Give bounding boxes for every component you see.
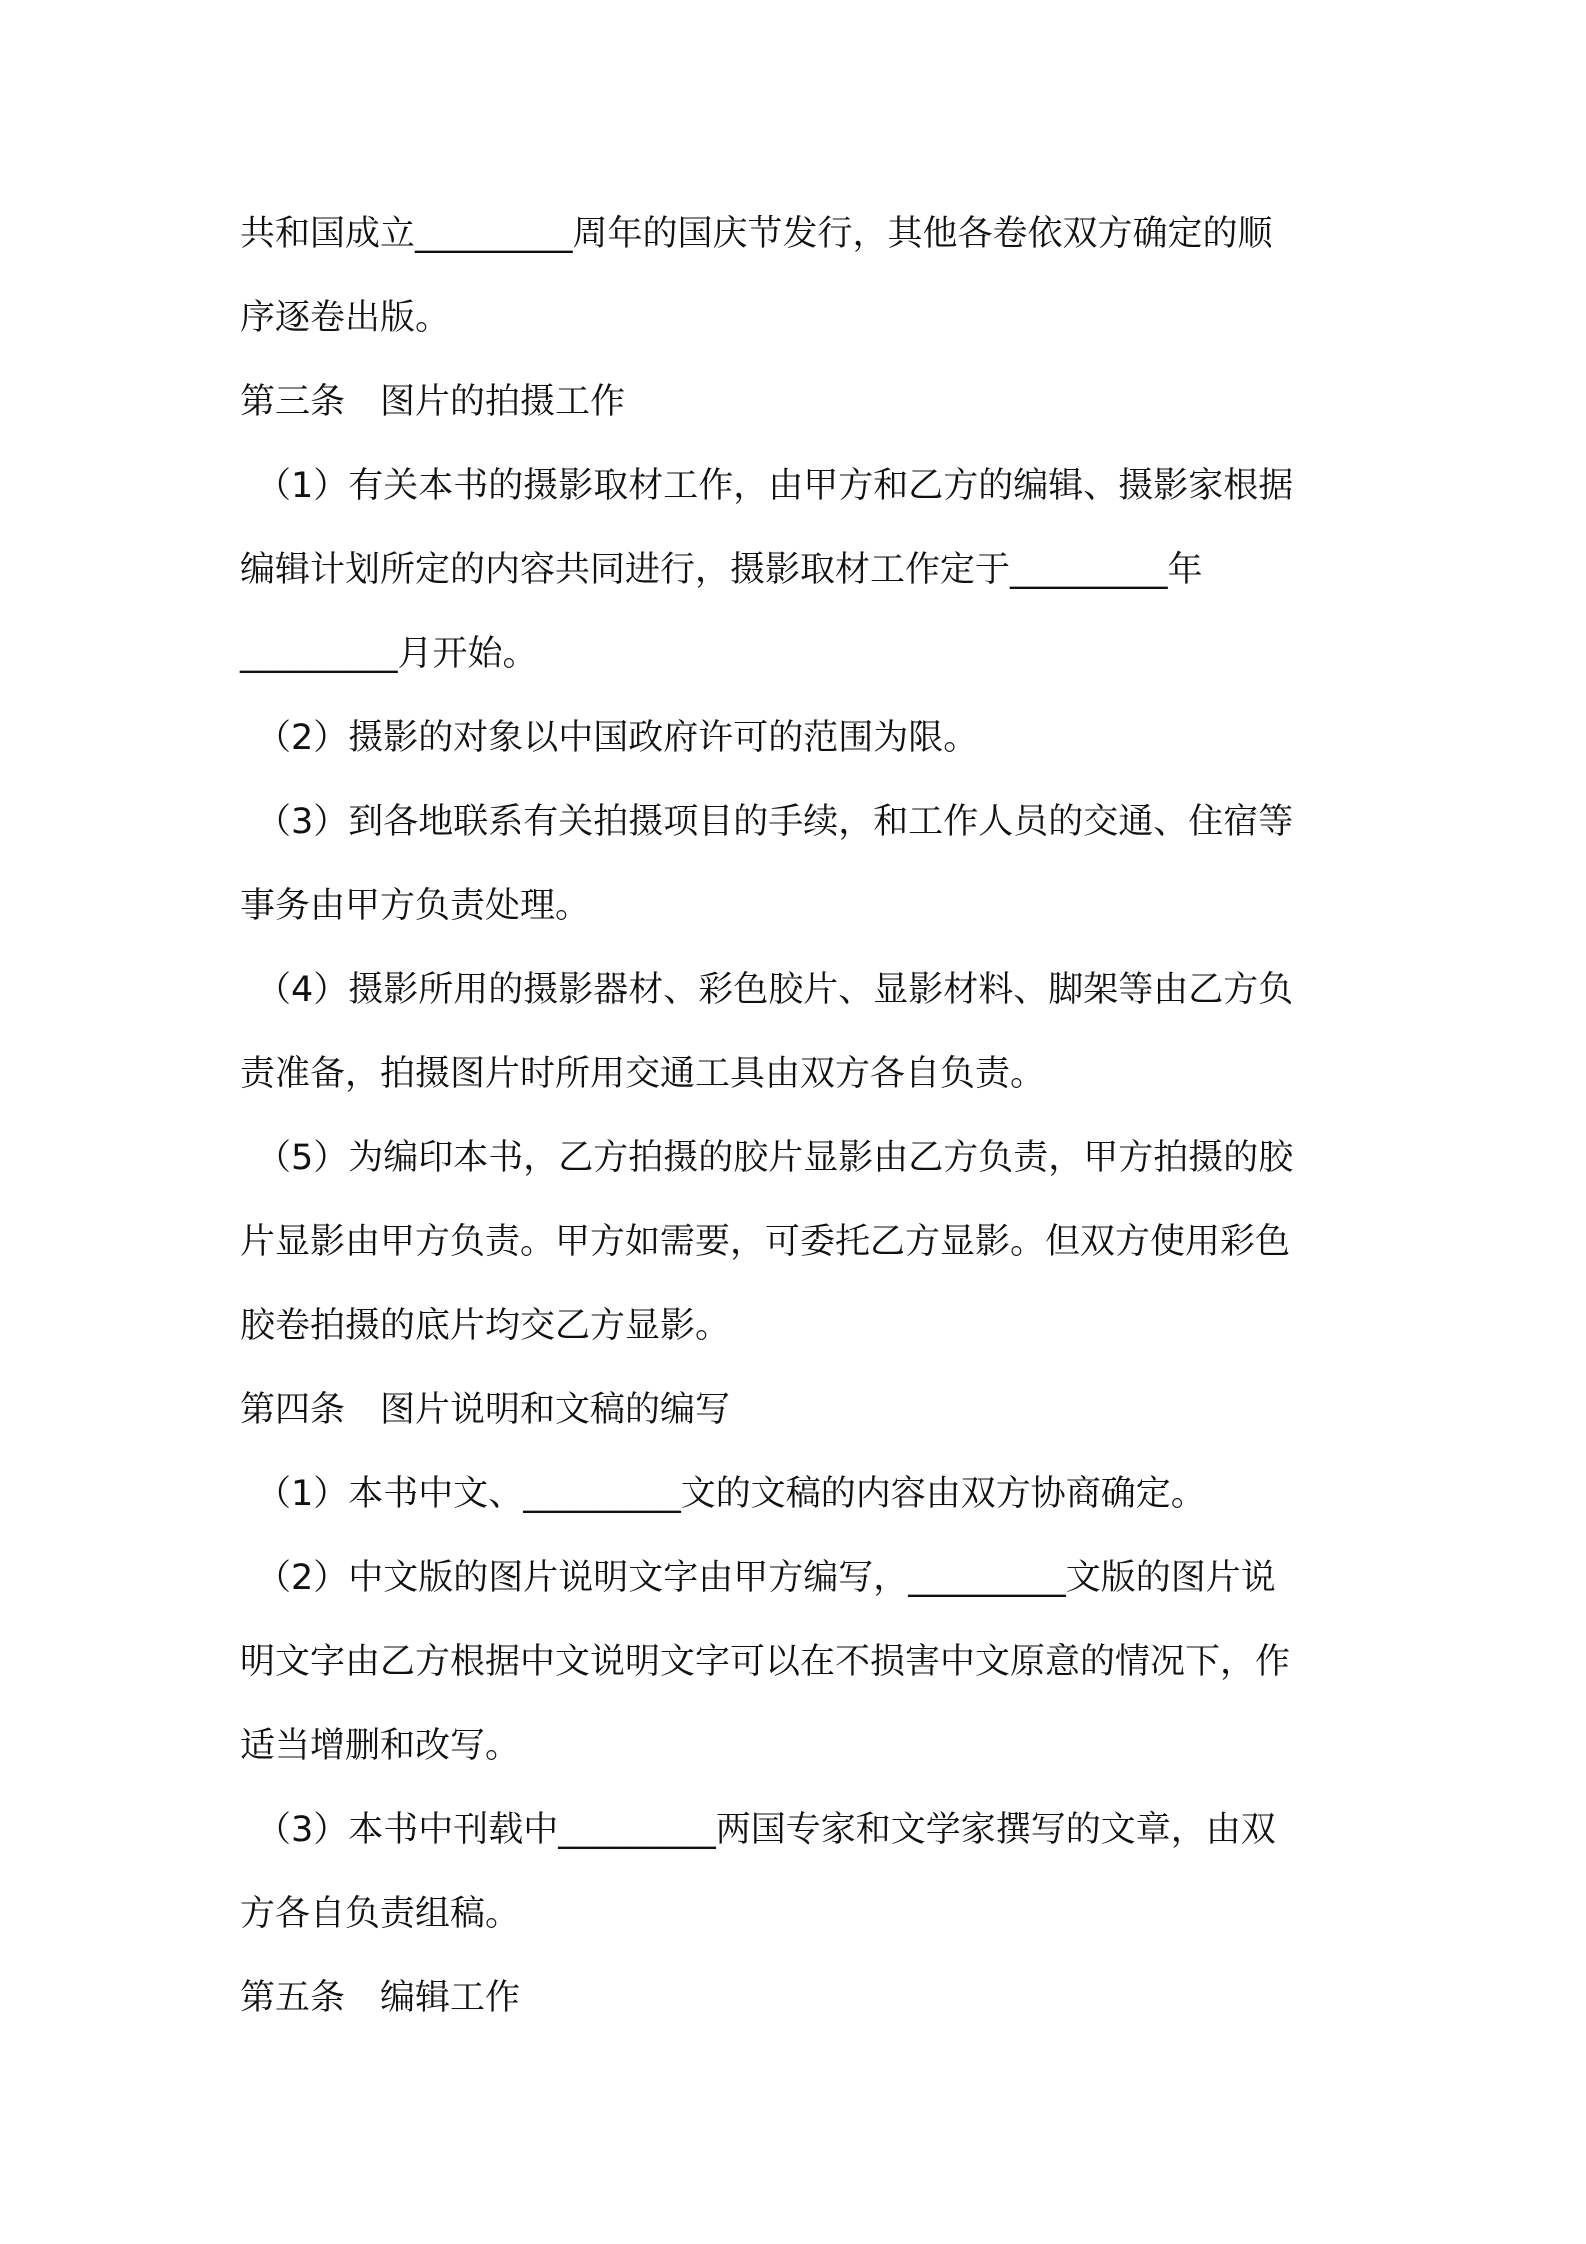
clause-line: （2）中文版的图片说明文字由甲方编写，_________文版的图片说: [256, 1558, 1276, 1598]
body-line: 胶卷拍摄的底片均交乙方显影。: [240, 1306, 731, 1346]
body-line: 责准备，拍摄图片时所用交通工具由双方各自负责。: [240, 1054, 1046, 1094]
body-line: 适当增删和改写。: [240, 1726, 521, 1766]
body-line: 事务由甲方负责处理。: [240, 886, 591, 926]
body-line: 片显影由甲方负责。甲方如需要，可委托乙方显影。但双方使用彩色: [240, 1222, 1291, 1262]
clause-line: （3）本书中刊载中_________两国专家和文学家撰写的文章，由双: [256, 1810, 1276, 1850]
article-heading: 第三条 图片的拍摄工作: [240, 382, 626, 422]
clause-line: （2）摄影的对象以中国政府许可的范围为限。: [256, 718, 979, 758]
body-line: 编辑计划所定的内容共同进行，摄影取材工作定于_________年: [240, 550, 1203, 590]
body-line: 方各自负责组稿。: [240, 1894, 521, 1934]
body-line: 序逐卷出版。: [240, 298, 451, 338]
clause-line: （1）本书中文、_________文的文稿的内容由双方协商确定。: [256, 1474, 1206, 1514]
body-line: _________月开始。: [240, 634, 538, 674]
clause-line: （1）有关本书的摄影取材工作，由甲方和乙方的编辑、摄影家根据: [256, 466, 1294, 506]
article-heading: 第五条 编辑工作: [240, 1978, 521, 2018]
body-line: 明文字由乙方根据中文说明文字可以在不损害中文原意的情况下，作: [240, 1642, 1291, 1682]
clause-line: （5）为编印本书，乙方拍摄的胶片显影由乙方负责，甲方拍摄的胶: [256, 1138, 1294, 1178]
clause-line: （4）摄影所用的摄影器材、彩色胶片、显影材料、脚架等由乙方负: [256, 970, 1294, 1010]
clause-line: （3）到各地联系有关拍摄项目的手续，和工作人员的交通、住宿等: [256, 802, 1294, 842]
article-heading: 第四条 图片说明和文稿的编写: [240, 1390, 731, 1430]
document-body: [240, 192, 1360, 2040]
body-line: 共和国成立_________周年的国庆节发行，其他各卷依双方确定的顺: [240, 214, 1273, 254]
